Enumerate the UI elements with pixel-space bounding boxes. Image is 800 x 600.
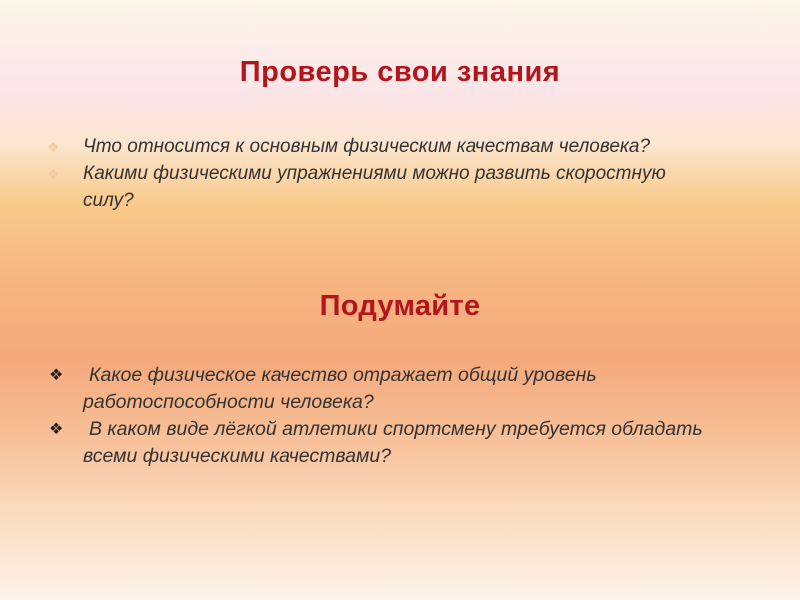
four-diamond-bullet-icon: ❖ (49, 367, 64, 384)
question-list-think (45, 362, 745, 470)
question-text: Что относится к основным физическим качествам человека? (83, 136, 651, 157)
question-text: Какими физическими упражнениями можно развить скоростную силу? (83, 163, 666, 211)
question-list-check-knowledge (45, 133, 705, 214)
question-text: Какое физическое качество отражает общий уровень работоспособности человека? (83, 364, 597, 413)
four-diamond-bullet-icon: ❖ (49, 421, 64, 438)
question-text: В каком виде лёгкой атлетики спортсмену требуется обладать всеми физическими качествами? (83, 418, 703, 467)
list-item (45, 133, 705, 160)
list-item (45, 160, 705, 214)
heading-check-knowledge: Проверь свои знания (239, 56, 561, 88)
diamond-bullet-icon: ❖ (47, 139, 60, 155)
diamond-bullet-icon: ❖ (47, 166, 60, 182)
list-item (45, 362, 745, 416)
heading-think: Подумайте (319, 290, 481, 322)
list-item (45, 416, 745, 470)
